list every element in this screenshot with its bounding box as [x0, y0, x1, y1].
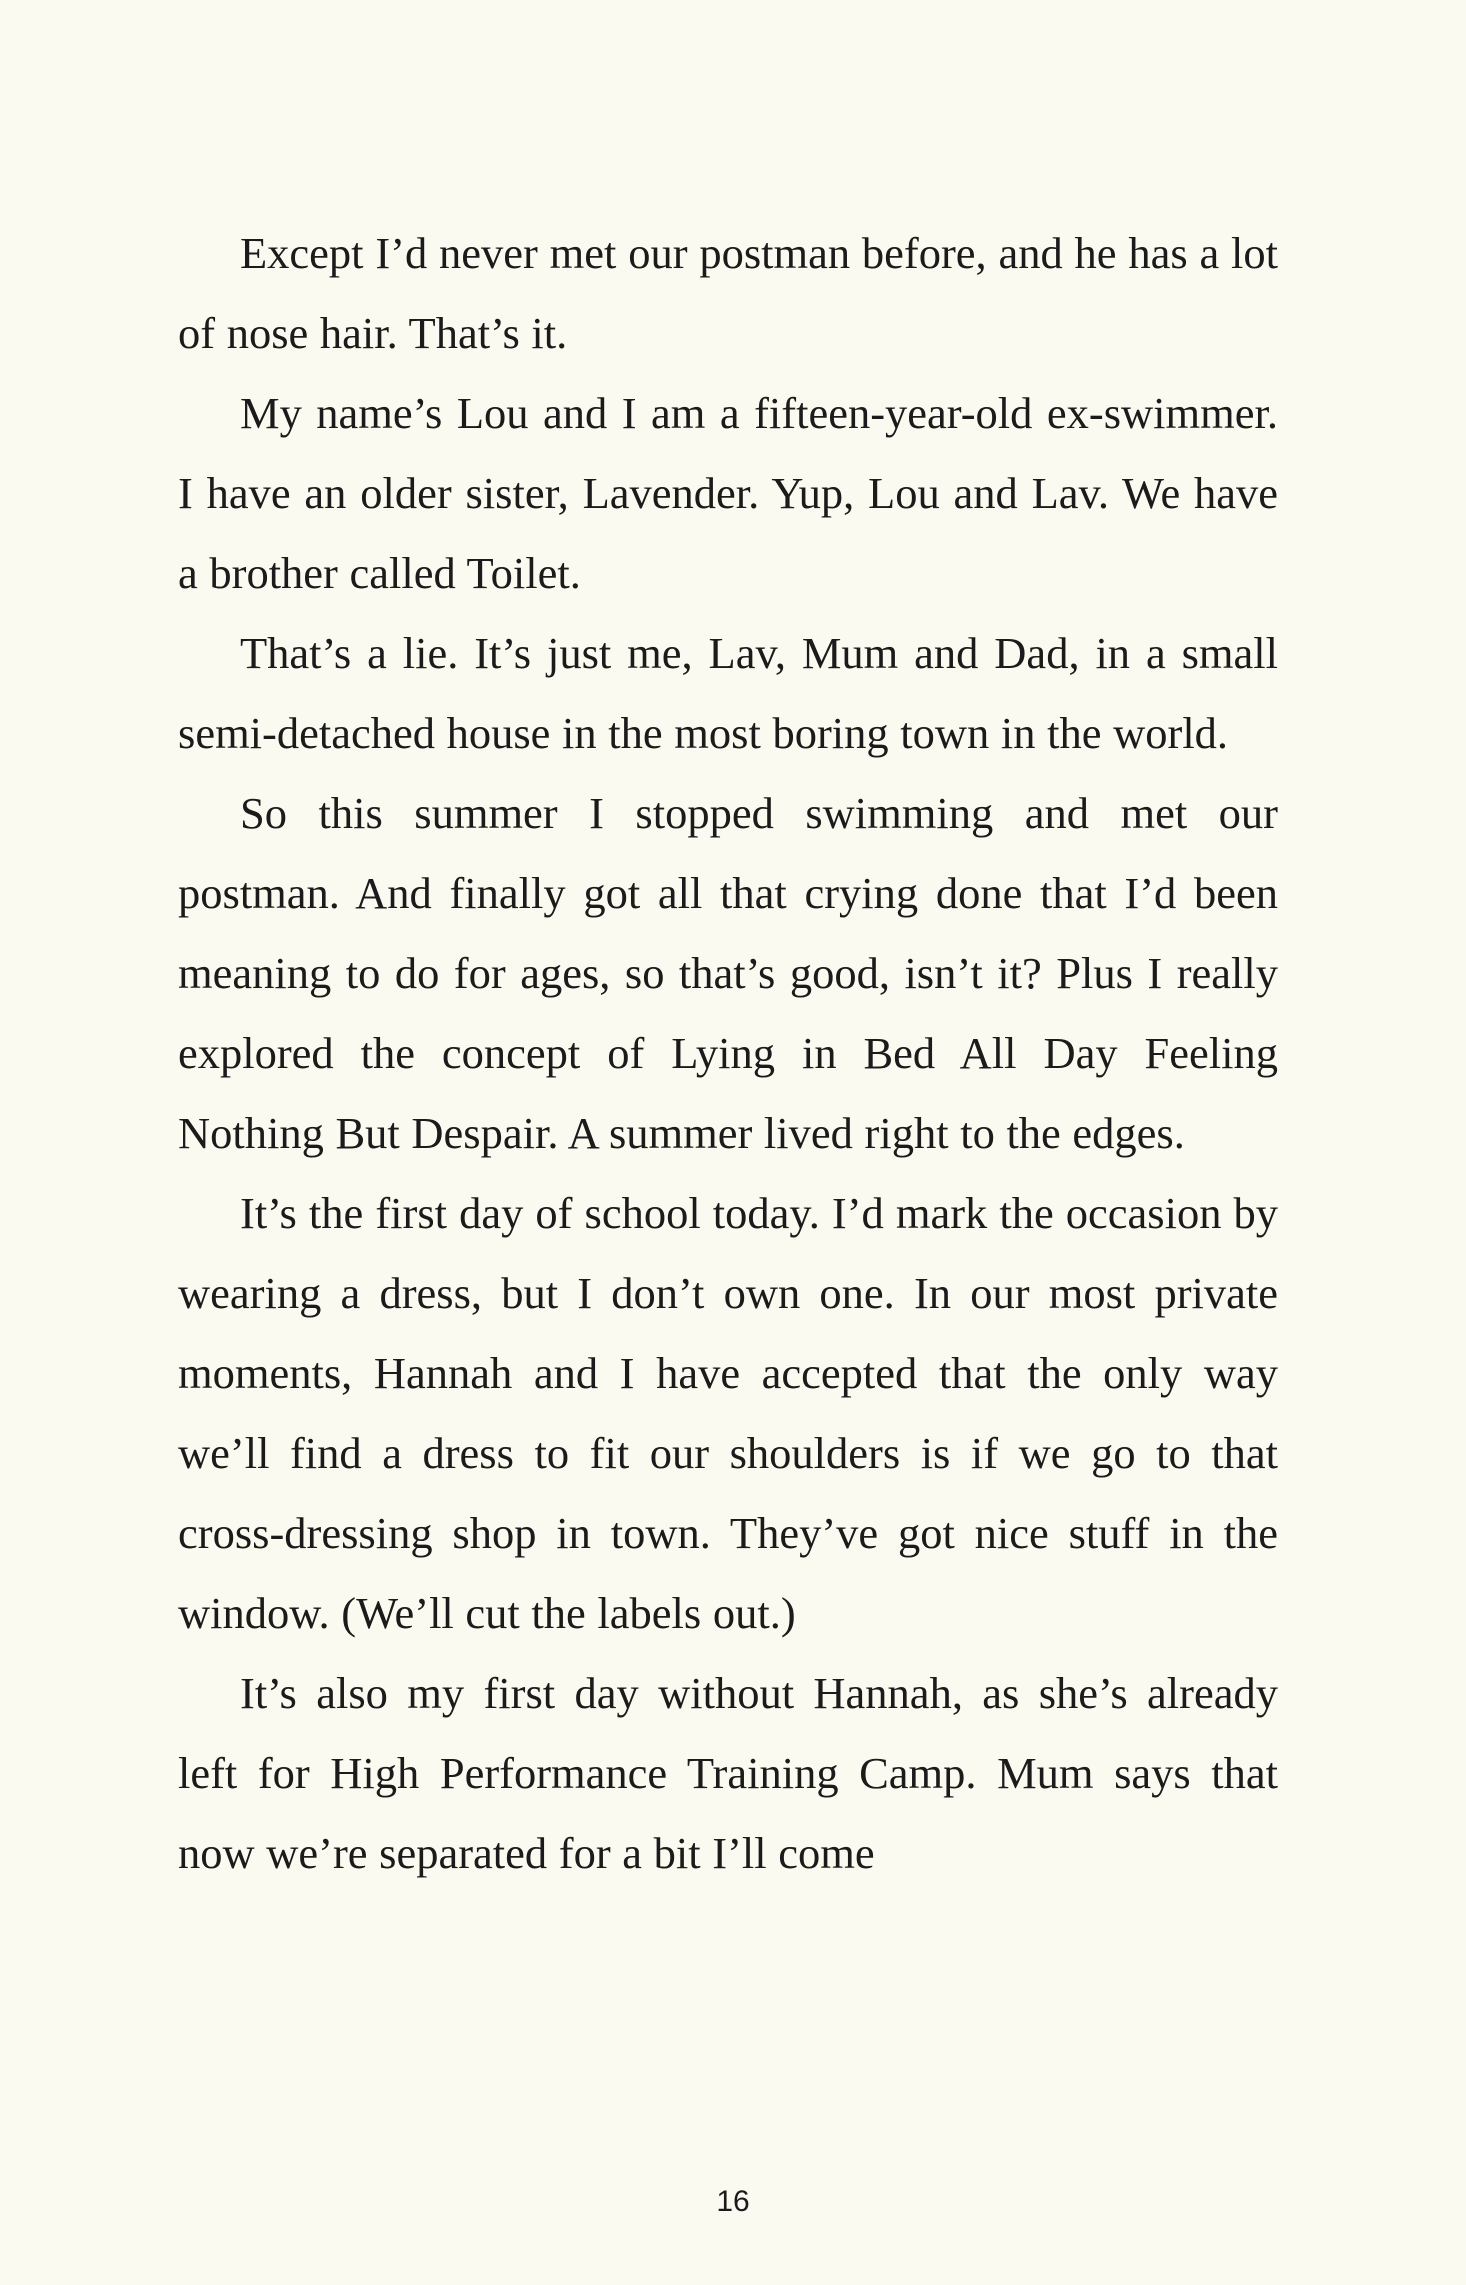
paragraph-2: My name’s Lou and I am a fifteen-year-old ex-swimmer. I have an older sister, Lavender. Yup, Lou and Lav. We have a brother called Toilet.: [178, 388, 1278, 598]
paragraph-5: It’s the first day of school today. I’d mark the occasion by wearing a dress, but I don’t own one. In our most private moments, Hannah and I have accepted that the only way we’ll find a dress to fit our shoulders is if we go to that cross-dressing shop in town. They’ve got nice stuff in the window. (We’ll cut the labels out.): [178, 1188, 1278, 1638]
paragraph-4: So this summer I stopped swimming and met our postman. And finally got all that crying done that I’d been meaning to do for ages, so that’s good, isn’t it? Plus I really explored the concept of Lying in Bed All Day Feeling Nothing But Despair. A summer lived right to the edges.: [178, 788, 1278, 1158]
paragraph-1: Except I’d never met our postman before, and he has a lot of nose hair. That’s it.: [178, 228, 1278, 358]
body-text: [178, 213, 1278, 1893]
paragraph-3: That’s a lie. It’s just me, Lav, Mum and Dad, in a small semi-detached house in the most boring town in the world.: [178, 628, 1278, 758]
paragraph-6: It’s also my first day without Hannah, as she’s already left for High Performance Training Camp. Mum says that now we’re separated for a bit I’ll come: [178, 1668, 1278, 1878]
page-number: 16: [716, 2185, 750, 2218]
